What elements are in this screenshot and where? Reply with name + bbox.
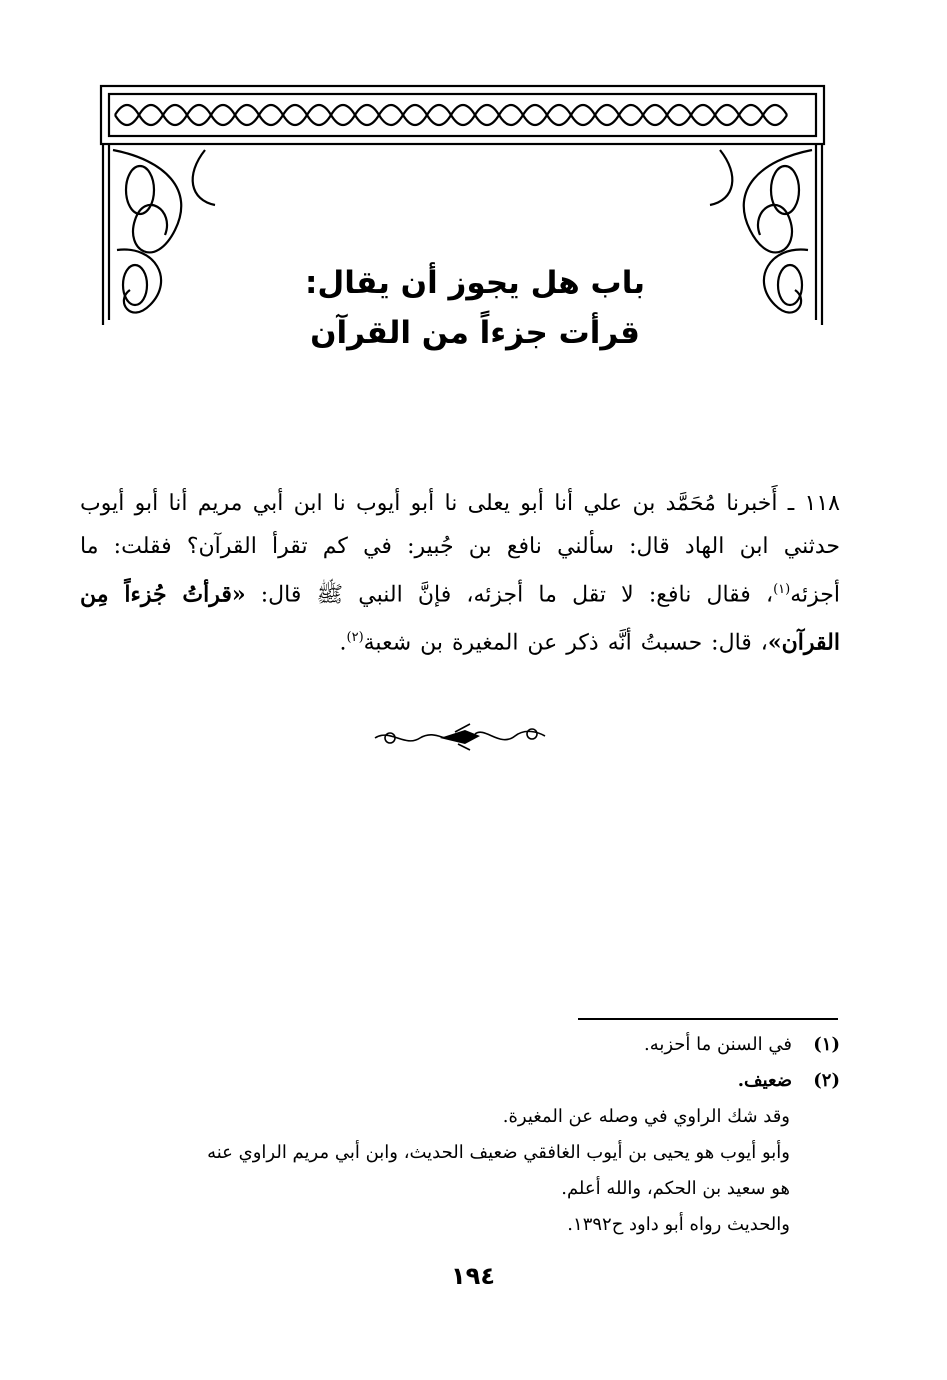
footnote-1 — [80, 1027, 840, 1063]
chapter-title-line-1: باب هل يجوز أن يقال: — [304, 265, 645, 301]
footnote-2-line-2: وقد شك الراوي في وصله عن المغيرة. — [502, 1106, 790, 1127]
hadith-paragraph — [80, 482, 840, 665]
hadith-text-part-3: ، قال: حسبتُ أنَّه ذكر عن المغيرة بن شعبة — [363, 630, 768, 656]
footnote-1-text: في السنن ما أحزبه. — [643, 1034, 792, 1055]
footnote-2-line-5: والحديث رواه أبو داود ح١٣٩٢. — [567, 1214, 790, 1235]
hadith-end: . — [339, 630, 347, 656]
footnote-ref-1: (١) — [773, 582, 791, 597]
page-number: ١٩٤ — [451, 1262, 495, 1290]
chapter-title-line-2: قرأت جزءاً من القرآن — [310, 315, 640, 351]
footnote-1-number: (١) — [813, 1034, 840, 1055]
hadith-text-part-1: ١١٨ ـ أَخبرنا مُحَمَّد بن علي أنا أبو يعلى نا أبو أيوب نا ابن أبي مريم أنا أبو أيوب حدثني ابن الهاد قال: سألني نافع بن جُبير: في كم تقرأ القرآن؟ فقلت: ما أجزئه — [80, 491, 840, 608]
ornamental-divider — [370, 718, 550, 752]
footnote-ref-2: (٢) — [346, 630, 364, 646]
footnote-2 — [80, 1063, 840, 1099]
footnote-2-text: ضعيف. — [737, 1070, 792, 1091]
hadith-text-part-2: ، فقال نافع: لا تقل ما أجزئه، فإنَّ النبي ﷺ قال: — [245, 582, 774, 608]
footnotes — [80, 1027, 840, 1243]
corner-floral-left — [113, 150, 215, 313]
chapter-heading — [240, 258, 710, 358]
hadith-quote: «قرأتُ جُزءاً مِن القرآن» — [80, 581, 840, 656]
footnote-separator — [578, 1018, 838, 1020]
footnote-2-line-3: وأبو أيوب هو يحيى بن أيوب الغافقي ضعيف الحديث، وابن أبي مريم الراوي عنه — [207, 1142, 790, 1163]
footnote-2-number: (٢) — [813, 1070, 840, 1091]
interlace-knot-band — [115, 105, 787, 125]
corner-floral-right — [710, 150, 812, 313]
footnote-2-line-4: هو سعيد بن الحكم، والله أعلم. — [561, 1178, 790, 1199]
